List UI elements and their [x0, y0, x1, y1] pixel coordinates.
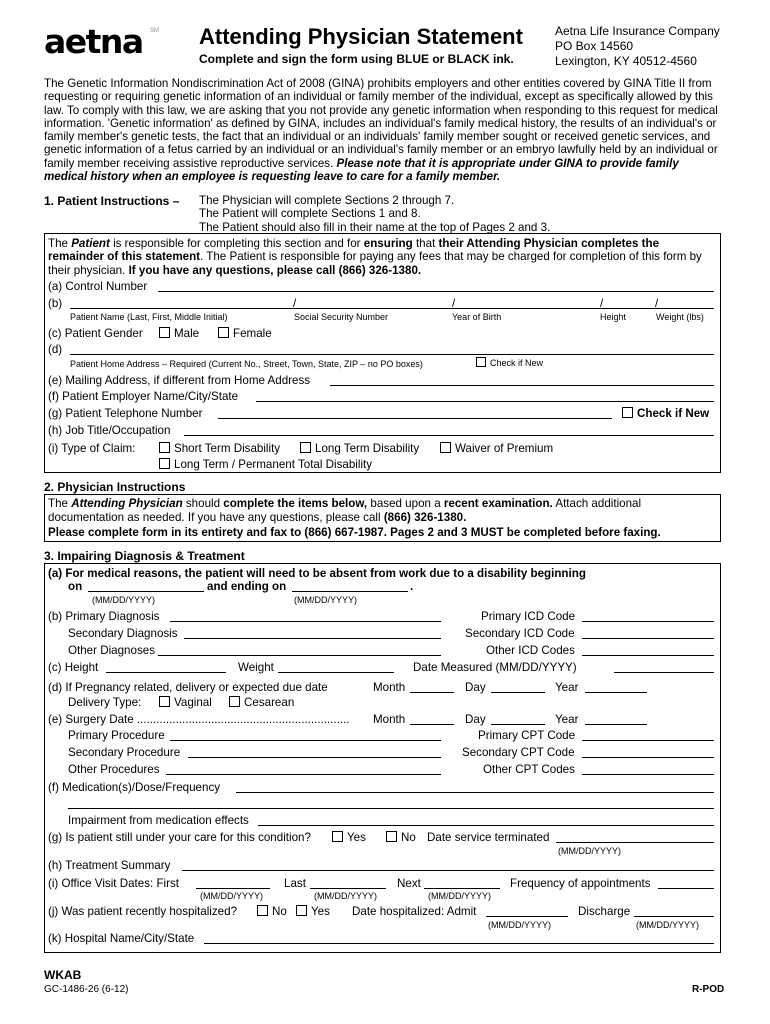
job-title-field[interactable] [184, 435, 714, 436]
height-label: (c) Height [48, 661, 99, 674]
gina-bold-note: Please note that it is appropriate under GINA to provide family medical history when an employee is requesting leave to care for a family member. [44, 156, 679, 184]
date-format-hint: (MM/DD/YYYY) [314, 891, 377, 901]
address-line: PO Box 14560 [555, 39, 634, 53]
other-icd-label: Other ICD Codes [486, 644, 575, 657]
impairment-label: Impairment from medication effects [68, 814, 249, 827]
form-number: GC-1486-26 (6-12) [44, 984, 129, 995]
waiver-checkbox[interactable] [440, 442, 451, 453]
section1-heading: 1. Patient Instructions – [44, 194, 180, 208]
weight-field[interactable] [278, 672, 394, 673]
frequency-field[interactable] [658, 888, 714, 889]
year-label: Year [555, 681, 579, 694]
aetna-logo: aetna [44, 22, 143, 61]
surgery-month-field[interactable] [410, 724, 454, 725]
patient-instructions [199, 194, 550, 234]
delivery-vaginal-option[interactable]: Vaginal [159, 696, 212, 709]
check-new-checkbox[interactable] [476, 357, 486, 367]
year-of-birth-caption: Year of Birth [452, 312, 502, 322]
claim-ltptd-option[interactable]: Long Term / Permanent Total Disability [159, 458, 372, 471]
control-number-field[interactable] [158, 291, 714, 292]
month-label: Month [373, 713, 406, 726]
other-diagnoses-field[interactable] [158, 655, 441, 656]
absence-end-field[interactable] [292, 591, 408, 592]
claim-waiver-option[interactable]: Waiver of Premium [440, 442, 553, 455]
patient-name-caption: Patient Name (Last, First, Middle Initial) [70, 312, 228, 322]
treatment-summary-field[interactable] [182, 870, 714, 871]
home-address-field[interactable] [70, 354, 714, 355]
slash: / [452, 297, 456, 310]
height-field[interactable] [106, 672, 226, 673]
surgery-year-field[interactable] [585, 724, 647, 725]
primary-cpt-field[interactable] [582, 740, 714, 741]
hospitalized-label: (j) Was patient recently hospitalized? [48, 905, 238, 918]
date-measured-label: Date Measured (MM/DD/YYYY) [413, 661, 577, 674]
section2-line2: documentation as needed. If you have any questions, please call (866) 326-1380. [48, 511, 467, 524]
absence-line1: (a) For medical reasons, the patient will need to be absent from work due to a disability beginning [48, 567, 586, 580]
slash: / [293, 297, 297, 310]
no-checkbox[interactable] [386, 831, 397, 842]
address-d-label: (d) [48, 343, 63, 356]
secondary-cpt-field[interactable] [582, 757, 714, 758]
first-visit-field[interactable] [196, 888, 270, 889]
cesarean-checkbox[interactable] [229, 696, 240, 707]
instruction-line: The Patient will complete Sections 1 and 8. [199, 207, 421, 221]
last-visit-label: Last [284, 877, 306, 890]
mailing-address-field[interactable] [330, 385, 714, 386]
section2-line3: Please complete form in its entirety and fax to (866) 667-1987. Pages 2 and 3 MUST be completed before faxing. [48, 526, 661, 539]
secondary-procedure-field[interactable] [188, 757, 441, 758]
other-procedures-field[interactable] [166, 774, 441, 775]
date-terminated-field[interactable] [556, 842, 714, 843]
pregnancy-year-field[interactable] [585, 692, 647, 693]
other-cpt-label: Other CPT Codes [483, 763, 575, 776]
section2-line1: The Attending Physician should complete the items below, based upon a recent examination. Attach additional [48, 497, 642, 510]
primary-procedure-label: Primary Procedure [68, 729, 165, 742]
last-visit-field[interactable] [310, 888, 386, 889]
pregnancy-day-field[interactable] [491, 692, 545, 693]
control-number-label: (a) Control Number [48, 280, 148, 293]
primary-diagnosis-label: (b) Primary Diagnosis [48, 610, 160, 623]
gender-female-option[interactable]: Female [218, 327, 272, 340]
hospitalized-no[interactable]: No [257, 905, 287, 918]
hospital-name-field[interactable] [204, 943, 714, 944]
absence-on: on [68, 580, 83, 593]
section3-heading: 3. Impairing Diagnosis & Treatment [44, 549, 245, 563]
mailing-address-label: (e) Mailing Address, if different from Home Address [48, 374, 311, 387]
ltptd-checkbox[interactable] [159, 458, 170, 469]
primary-procedure-field[interactable] [170, 740, 441, 741]
secondary-cpt-label: Secondary CPT Code [462, 746, 575, 759]
surgery-date-label: (e) Surgery Date .................................................................. [48, 713, 350, 726]
male-checkbox[interactable] [159, 327, 170, 338]
month-label: Month [373, 681, 406, 694]
instruction-line: The Physician will complete Sections 2 through 7. [199, 194, 455, 207]
gina-text: The Genetic Information Nondiscrimination Act of 2008 (GINA) prohibits employers and other entities covered by GINA Title II from requesting or requiring genetic information of an individual or family member of the individual, except as specifically allowed by this law. To comply with this law, we are asking that you not provide any genetic information when responding to this request for medical information. 'Genetic information' as defined by GINA, includes an individual's family medical history, the results of an individual's or family member's genetic tests, the fact that an individual or an individuals' family member sought or received genetic services, and genetic information of a fetus carried by an individual or an individual's family member or an embryo lawfully held by an individual or family member receiving assistive reproductive services. [44, 77, 718, 170]
other-cpt-field[interactable] [582, 774, 714, 775]
hospitalized-yes[interactable]: Yes [296, 905, 330, 918]
day-label: Day [465, 713, 486, 726]
pregnancy-label: (d) If Pregnancy related, delivery or expected due date [48, 681, 328, 694]
gender-male-option[interactable]: Male [159, 327, 199, 340]
job-title-label: (h) Job Title/Occupation [48, 424, 171, 437]
under-care-label: (g) Is patient still under your care for this condition? [48, 831, 311, 844]
telephone-field[interactable] [218, 418, 612, 419]
slash: / [600, 297, 604, 310]
secondary-icd-field[interactable] [582, 638, 714, 639]
form-subtitle: Complete and sign the form using BLUE or BLACK ink. [199, 52, 514, 66]
section2-heading: 2. Physician Instructions [44, 480, 186, 494]
service-mark: SM [150, 28, 159, 34]
female-checkbox[interactable] [218, 327, 229, 338]
employer-field[interactable] [256, 401, 714, 402]
discharge-date-field[interactable] [634, 916, 714, 917]
ltd-checkbox[interactable] [300, 442, 311, 453]
pregnancy-month-field[interactable] [410, 692, 454, 693]
yes-checkbox[interactable] [332, 831, 343, 842]
discharge-label: Discharge [578, 905, 631, 918]
other-diagnoses-label: Other Diagnoses [68, 644, 155, 657]
ssn-caption: Social Security Number [294, 312, 389, 322]
medication-field-2[interactable] [68, 808, 714, 809]
instruction-line: The Patient should also fill in their name at the top of Pages 2 and 3. [199, 220, 551, 234]
day-label: Day [465, 681, 486, 694]
other-procedures-label: Other Procedures [68, 763, 160, 776]
claim-type-label: (i) Type of Claim: [48, 442, 136, 455]
weight-label: Weight [238, 661, 274, 674]
year-label: Year [555, 713, 579, 726]
admit-label: Date hospitalized: Admit [352, 905, 477, 918]
absence-period: . [410, 580, 414, 593]
form-code: WKAB [44, 968, 82, 982]
form-rpod: R-POD [692, 984, 725, 995]
claim-std-option[interactable]: Short Term Disability [159, 442, 280, 455]
date-format-hint: (MM/DD/YYYY) [558, 846, 621, 856]
vaginal-checkbox[interactable] [159, 696, 170, 707]
date-format-hint: (MM/DD/YYYY) [428, 891, 491, 901]
patient-b-label: (b) [48, 297, 63, 310]
secondary-diagnosis-label: Secondary Diagnosis [68, 627, 178, 640]
phone-check-new-checkbox[interactable] [622, 407, 633, 418]
date-format-hint: (MM/DD/YYYY) [200, 891, 263, 901]
absence-ending-on: and ending on [207, 580, 287, 593]
form-title: Attending Physician Statement [199, 24, 523, 49]
date-terminated-label: Date service terminated [427, 831, 550, 844]
date-format-hint: (MM/DD/YYYY) [92, 595, 155, 605]
date-format-hint: (MM/DD/YYYY) [488, 920, 551, 930]
frequency-label: Frequency of appointments [510, 877, 651, 890]
other-icd-field[interactable] [582, 655, 714, 656]
primary-diagnosis-field[interactable] [170, 621, 441, 622]
hospital-name-label: (k) Hospital Name/City/State [48, 932, 195, 945]
primary-icd-field[interactable] [582, 621, 714, 622]
std-checkbox[interactable] [159, 442, 170, 453]
address-check-new[interactable]: Check if New [476, 357, 543, 368]
medication-field[interactable] [236, 792, 714, 793]
no-checkbox[interactable] [257, 905, 268, 916]
yes-checkbox[interactable] [296, 905, 307, 916]
employer-label: (f) Patient Employer Name/City/State [48, 390, 239, 403]
treatment-summary-label: (h) Treatment Summary [48, 859, 171, 872]
gender-label: (c) Patient Gender [48, 327, 143, 340]
weight-caption: Weight (lbs) [656, 312, 704, 322]
admit-date-field[interactable] [486, 916, 568, 917]
secondary-procedure-label: Secondary Procedure [68, 746, 181, 759]
secondary-diagnosis-field[interactable] [184, 638, 441, 639]
address-line: Lexington, KY 40512-4560 [555, 54, 697, 68]
secondary-icd-label: Secondary ICD Code [465, 627, 575, 640]
absence-begin-field[interactable] [88, 591, 204, 592]
under-care-no[interactable]: No [386, 831, 416, 844]
primary-cpt-label: Primary CPT Code [478, 729, 576, 742]
date-format-hint: (MM/DD/YYYY) [294, 595, 357, 605]
next-visit-field[interactable] [424, 888, 500, 889]
section1-intro: The Patient is responsible for completing this section and for ensuring that their Attending Physician completes the remainder of this statement. The Patient is responsible for paying any fees that may be charged for completion of this form by their physician. If you have any questions, please call (866) 326-1380. [48, 237, 702, 277]
telephone-check-new[interactable]: Check if New [622, 407, 709, 420]
company-address [555, 24, 720, 69]
address-line: Aetna Life Insurance Company [555, 24, 720, 38]
primary-icd-label: Primary ICD Code [481, 610, 576, 623]
telephone-label: (g) Patient Telephone Number [48, 407, 203, 420]
gina-notice [44, 77, 720, 183]
next-visit-label: Next [397, 877, 421, 890]
delivery-cesarean-option[interactable]: Cesarean [229, 696, 294, 709]
home-address-caption: Patient Home Address – Required (Current No., Street, Town, State, ZIP – no PO boxes) [70, 359, 423, 369]
claim-ltd-option[interactable]: Long Term Disability [300, 442, 419, 455]
delivery-type-label: Delivery Type: [68, 696, 142, 709]
office-visit-label: (i) Office Visit Dates: First [48, 877, 179, 890]
under-care-yes[interactable]: Yes [332, 831, 366, 844]
slash: / [655, 297, 659, 310]
date-format-hint: (MM/DD/YYYY) [636, 920, 699, 930]
patient-name-field[interactable] [70, 308, 714, 309]
height-caption: Height [600, 312, 627, 322]
medication-label: (f) Medication(s)/Dose/Frequency [48, 781, 221, 794]
impairment-field[interactable] [258, 825, 714, 826]
date-measured-field[interactable] [614, 672, 714, 673]
surgery-day-field[interactable] [491, 724, 545, 725]
